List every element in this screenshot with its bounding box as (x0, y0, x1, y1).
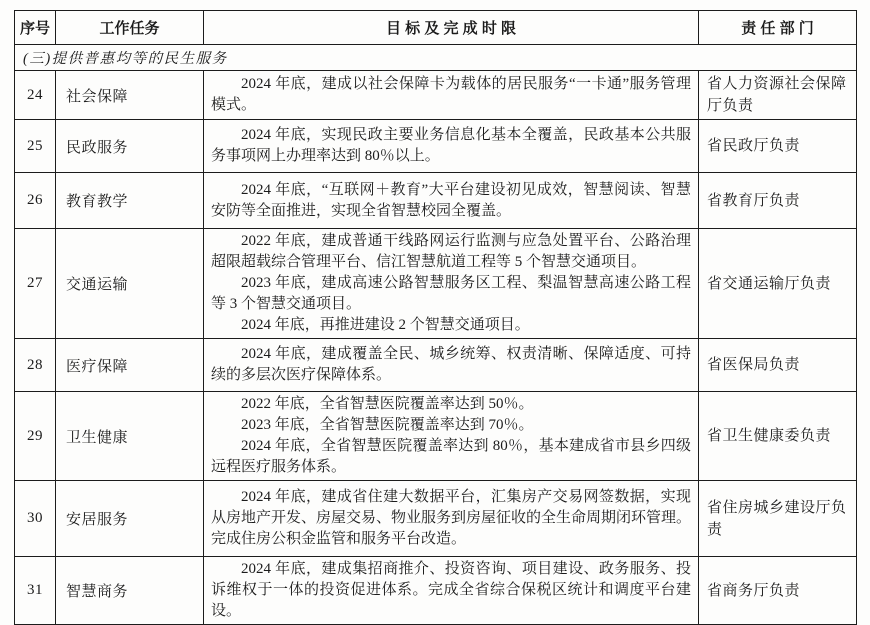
table-row (15, 229, 857, 339)
task-name: 医疗保障 (56, 339, 204, 392)
goal-paragraph: 2024 年底，实现民政主要业务信息化基本全覆盖，民政基本公共服务事项网上办理率达到 80％以上。 (211, 127, 691, 164)
responsible-dept: 省民政厅负责 (699, 120, 857, 173)
responsible-dept: 省人力资源社会保障厅负责 (699, 71, 857, 120)
goal-paragraph: 2024 年底，建成以社会保障卡为载体的居民服务“一卡通”服务管理模式。 (211, 76, 691, 113)
task-name: 安居服务 (56, 481, 204, 557)
goal-text (204, 173, 699, 229)
table-row (15, 173, 857, 229)
row-number: 25 (15, 120, 56, 173)
table-row (15, 392, 857, 481)
task-name: 民政服务 (56, 120, 204, 173)
responsible-dept: 省卫生健康委负责 (699, 392, 857, 481)
responsible-dept: 省商务厅负责 (699, 557, 857, 625)
goal-paragraph: 2023 年底，全省智慧医院覆盖率达到 70％。 (241, 417, 534, 433)
row-number: 24 (15, 71, 56, 120)
task-name: 交通运输 (56, 229, 204, 339)
table-row (15, 339, 857, 392)
header-no: 序号 (15, 11, 56, 45)
goal-text (204, 229, 699, 339)
row-number: 27 (15, 229, 56, 339)
goal-paragraph: 2022 年底，建成普通干线路网运行监测与应急处置平台、公路治理超限超载综合管理平台、信江智慧航道工程等 5 个智慧交通项目。 (211, 233, 691, 270)
task-name: 卫生健康 (56, 392, 204, 481)
table-row (15, 481, 857, 557)
goal-text (204, 392, 699, 481)
row-number: 26 (15, 173, 56, 229)
goal-paragraph: 2024 年底，全省智慧医院覆盖率达到 80％，基本建成省市县乡四级远程医疗服务体系。 (211, 438, 691, 475)
responsible-dept: 省交通运输厅负责 (699, 229, 857, 339)
goal-text (204, 481, 699, 557)
task-name: 教育教学 (56, 173, 204, 229)
table-header-row (15, 11, 857, 45)
goal-text (204, 557, 699, 625)
table-row (15, 71, 857, 120)
goal-paragraph: 2024 年底，再推进建设 2 个智慧交通项目。 (241, 317, 530, 333)
responsible-dept: 省医保局负责 (699, 339, 857, 392)
goal-paragraph: 2022 年底，全省智慧医院覆盖率达到 50％。 (241, 396, 534, 412)
section-row (15, 45, 857, 71)
row-number: 31 (15, 557, 56, 625)
task-name: 社会保障 (56, 71, 204, 120)
goal-text (204, 71, 699, 120)
goal-paragraph: 2024 年底，“互联网＋教育”大平台建设初见成效，智慧阅读、智慧安防等全面推进，实现全省智慧校园全覆盖。 (211, 181, 691, 219)
goal-text (204, 339, 699, 392)
task-name: 智慧商务 (56, 557, 204, 625)
goal-paragraph: 2023 年底，建成高速公路智慧服务区工程、梨温智慧高速公路工程等 3 个智慧交通项目。 (211, 275, 691, 312)
header-dept: 责 任 部 门 (699, 11, 857, 45)
row-number: 28 (15, 339, 56, 392)
responsible-dept: 省教育厅负责 (699, 173, 857, 229)
goal-paragraph: 2024 年底，建成集招商推介、投资咨询、项目建设、政务服务、投诉维权于一体的投资促进体系。完成全省综合保税区统计和调度平台建设。 (211, 561, 691, 619)
goal-paragraph: 2024 年底，建成覆盖全民、城乡统筹、权责清晰、保障适度、可持续的多层次医疗保障体系。 (211, 346, 691, 383)
goal-text (204, 120, 699, 173)
responsible-dept: 省住房城乡建设厅负责 (699, 481, 857, 557)
header-task: 工作任务 (56, 11, 204, 45)
goal-paragraph: 2024 年底，建成省住建大数据平台，汇集房产交易网签数据，实现从房地产开发、房屋交易、物业服务到房屋征收的全生命周期闭环管理。完成住房公积金监管和服务平台改造。 (211, 489, 692, 547)
section-title: (三)提供普惠均等的民生服务 (15, 45, 857, 71)
row-number: 29 (15, 392, 56, 481)
tasks-table (14, 10, 857, 625)
table-row (15, 557, 857, 625)
row-number: 30 (15, 481, 56, 557)
table-row (15, 120, 857, 173)
header-goal: 目 标 及 完 成 时 限 (204, 11, 699, 45)
